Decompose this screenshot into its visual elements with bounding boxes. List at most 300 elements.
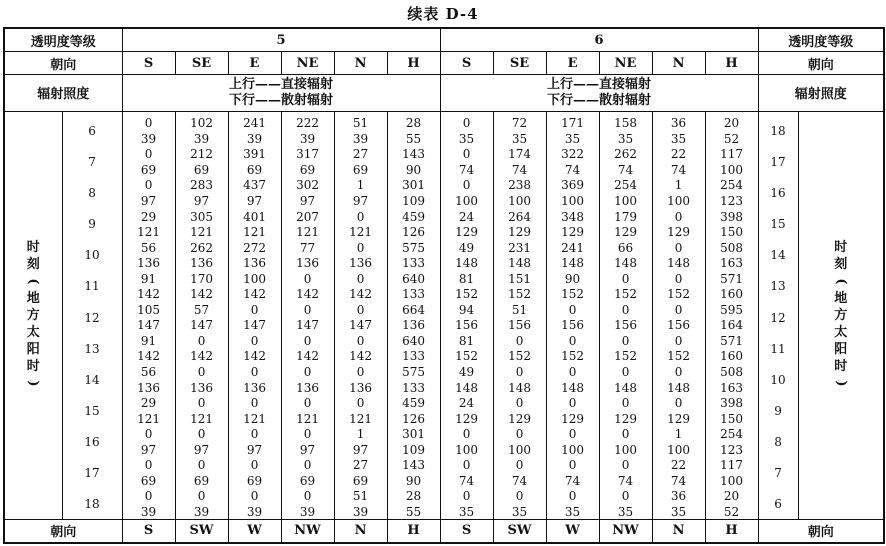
data-value: 126 [402,411,425,426]
hour-label: 13 [84,341,100,356]
data-value: 0 [515,396,524,411]
data-value: 0 [674,333,683,348]
time-label-char: 时 [834,358,848,374]
data-value: 35 [564,131,581,146]
data-value: 0 [250,489,259,504]
caption-diffuse: 下行——散射辐射 [229,92,334,108]
hour-label: 15 [770,217,786,232]
data-value: 391 [243,147,266,162]
time-label-char: 太 [834,324,848,340]
data-value: 74 [670,162,687,177]
data-value: 317 [296,147,319,162]
hour-label: 10 [770,372,786,387]
data-value: 36 [670,116,687,131]
data-value: 0 [356,240,365,255]
data-value: 156 [667,318,690,333]
data-value: 170 [190,271,213,286]
data-value: 0 [462,489,471,504]
clarity-label-left: 透明度等级 [4,28,122,52]
data-value: 136 [190,380,213,395]
hour-label: 17 [84,466,100,481]
data-value: 121 [190,411,213,426]
data-value: 129 [614,225,637,240]
data-value: 0 [356,365,365,379]
hours-left [62,111,122,519]
data-value: 156 [508,318,531,333]
data-value: 0 [621,396,630,411]
data-value: 0 [515,458,524,473]
hour-label: 17 [770,155,786,170]
data-value: 398 [720,396,743,411]
data-value: 69 [246,162,263,177]
data-value: 136 [243,256,266,271]
data-value: 129 [614,411,637,426]
data-value: 142 [243,287,266,302]
data-value: 24 [458,209,475,224]
orient-top-cell: SE [493,52,546,75]
data-value: 52 [723,504,740,519]
time-label-char: 时 [26,239,40,255]
hour-label: 9 [88,217,96,232]
data-column [122,111,175,519]
data-value: 0 [303,427,312,442]
hour-label: 8 [88,186,96,201]
data-value: 100 [667,442,690,457]
data-value: 147 [137,318,160,333]
data-value: 129 [508,411,531,426]
data-value: 459 [402,209,425,224]
data-value: 0 [515,427,524,442]
data-value: 91 [140,271,157,286]
data-value: 74 [564,473,581,488]
data-value: 1 [356,178,365,193]
data-value: 0 [197,333,206,348]
data-value: 0 [621,271,630,286]
data-value: 160 [720,349,743,364]
data-value: 69 [193,162,210,177]
data-value: 0 [515,365,524,379]
data-value: 0 [621,333,630,348]
radiation-label-left: 辐射照度 [4,75,122,111]
data-value: 35 [511,131,528,146]
data-value: 152 [508,287,531,302]
data-value: 105 [137,302,160,317]
data-value: 39 [193,504,210,519]
data-value: 0 [621,458,630,473]
hours-right [758,111,798,519]
data-value: 0 [621,427,630,442]
data-value: 69 [193,473,210,488]
data-value: 238 [508,178,531,193]
data-value: 262 [190,240,213,255]
data-value: 0 [144,147,153,162]
data-value: 97 [193,193,210,208]
hour-label: 7 [774,466,782,481]
data-value: 100 [455,442,478,457]
hour-label: 8 [774,434,782,449]
hour-label: 11 [770,341,786,356]
data-value: 163 [720,380,743,395]
data-value: 0 [568,458,577,473]
data-value: 0 [568,396,577,411]
data-value: 142 [137,349,160,364]
data-value: 121 [243,225,266,240]
data-value: 90 [564,271,581,286]
data-value: 0 [144,178,153,193]
data-value: 0 [197,396,206,411]
data-value: 254 [720,427,743,442]
data-value: 29 [140,209,157,224]
hour-label: 10 [84,248,100,263]
data-value: 55 [405,131,422,146]
data-value: 459 [402,396,425,411]
data-value: 150 [720,411,743,426]
data-value: 81 [458,271,475,286]
time-label-char: ( [25,278,41,285]
data-value: 100 [720,162,743,177]
data-value: 0 [197,458,206,473]
data-value: 254 [720,178,743,193]
data-value: 158 [614,116,637,131]
data-value: 121 [137,225,160,240]
data-column [228,111,281,519]
data-value: 35 [670,131,687,146]
data-value: 117 [720,147,743,162]
data-value: 35 [511,504,528,519]
data-value: 39 [246,504,263,519]
orient-top-cell: N [334,52,387,75]
data-value: 69 [352,473,369,488]
data-value: 207 [296,209,319,224]
data-value: 152 [508,349,531,364]
data-column [705,111,758,519]
data-value: 0 [568,365,577,379]
data-value: 152 [667,287,690,302]
hour-label: 16 [84,434,100,449]
data-value: 100 [508,193,531,208]
data-value: 91 [140,333,157,348]
orient-top-cell: NE [599,52,652,75]
hour-label: 18 [770,123,786,138]
data-value: 24 [458,396,475,411]
data-value: 148 [667,256,690,271]
data-value: 0 [197,365,206,379]
data-value: 142 [296,349,319,364]
data-value: 0 [144,489,153,504]
data-value: 121 [243,411,266,426]
data-value: 179 [614,209,637,224]
data-value: 0 [303,271,312,286]
data-value: 39 [352,131,369,146]
caption-diffuse: 下行——散射辐射 [547,92,652,108]
data-value: 152 [455,287,478,302]
orient-bottom-cell: W [546,519,599,543]
data-value: 121 [190,225,213,240]
data-value: 241 [561,240,584,255]
data-column [175,111,228,519]
time-label-char: 太 [26,324,40,340]
data-value: 136 [296,380,319,395]
data-value: 74 [511,162,528,177]
data-value: 109 [402,193,425,208]
data-value: 100 [508,442,531,457]
data-value: 0 [303,489,312,504]
data-value: 57 [193,302,210,317]
data-value: 147 [349,318,372,333]
data-value: 301 [402,427,425,442]
data-value: 231 [508,240,531,255]
data-value: 20 [723,116,740,131]
orient-label-left-bottom: 朝向 [4,519,122,543]
data-column [387,111,440,519]
data-value: 136 [137,256,160,271]
data-value: 35 [670,504,687,519]
data-value: 39 [193,131,210,146]
orient-top-cell: N [652,52,705,75]
data-value: 129 [508,225,531,240]
data-value: 136 [137,380,160,395]
data-value: 0 [356,271,365,286]
data-value: 302 [296,178,319,193]
data-value: 575 [402,240,425,255]
data-value: 102 [190,116,213,131]
data-value: 100 [667,193,690,208]
data-value: 0 [197,489,206,504]
data-column [546,111,599,519]
data-value: 66 [617,240,634,255]
data-value: 152 [614,349,637,364]
orient-bottom-cell: SW [493,519,546,543]
data-value: 133 [402,380,425,395]
time-label-right [798,111,884,519]
data-value: 39 [299,504,316,519]
data-value: 0 [621,489,630,504]
hour-label: 14 [84,372,100,387]
data-value: 129 [455,225,478,240]
data-value: 51 [352,116,369,131]
data-value: 571 [720,333,743,348]
orient-top-cell: H [705,52,758,75]
orient-top-cell: SE [175,52,228,75]
data-value: 129 [667,225,690,240]
time-label-char: 地 [26,290,40,306]
data-value: 97 [246,442,263,457]
data-value: 136 [402,318,425,333]
data-value: 160 [720,287,743,302]
data-value: 0 [568,333,577,348]
data-value: 97 [246,193,263,208]
grade-5-header: 5 [122,28,440,52]
data-value: 164 [720,318,743,333]
hour-label: 12 [84,310,100,325]
data-value: 90 [405,162,422,177]
data-value: 74 [458,473,475,488]
data-value: 322 [561,147,584,162]
data-value: 51 [511,302,528,317]
data-value: 56 [140,365,157,379]
data-value: 74 [511,473,528,488]
data-value: 69 [299,473,316,488]
data-value: 143 [402,147,425,162]
data-value: 142 [349,287,372,302]
data-value: 254 [614,178,637,193]
data-value: 152 [561,287,584,302]
orient-bottom-cell: NW [281,519,334,543]
data-value: 0 [250,458,259,473]
orient-bottom-cell: S [440,519,493,543]
data-value: 35 [617,131,634,146]
data-value: 77 [299,240,316,255]
orient-top-cell: S [122,52,175,75]
data-value: 29 [140,396,157,411]
data-value: 28 [405,116,422,131]
data-value: 123 [720,193,743,208]
data-value: 369 [561,178,584,193]
data-value: 123 [720,442,743,457]
data-value: 152 [561,349,584,364]
data-value: 133 [402,256,425,271]
data-value: 0 [462,116,471,131]
data-value: 148 [667,380,690,395]
data-value: 51 [352,489,369,504]
data-value: 27 [352,147,369,162]
time-label-char: 刻 [26,256,40,272]
data-value: 148 [614,256,637,271]
data-value: 0 [674,365,683,379]
data-value: 133 [402,349,425,364]
data-value: 69 [246,473,263,488]
data-value: 151 [508,271,531,286]
hour-label: 14 [770,248,786,263]
data-column [652,111,705,519]
orient-top-cell: H [387,52,440,75]
data-value: 0 [250,333,259,348]
data-value: 156 [455,318,478,333]
data-value: 74 [564,162,581,177]
data-value: 90 [405,473,422,488]
data-value: 39 [299,131,316,146]
data-value: 49 [458,240,475,255]
data-value: 398 [720,209,743,224]
data-value: 35 [617,504,634,519]
data-value: 640 [402,271,425,286]
data-value: 0 [515,333,524,348]
data-value: 508 [720,240,743,255]
data-value: 20 [723,489,740,504]
time-label-left [4,111,62,519]
data-value: 575 [402,365,425,379]
data-value: 36 [670,489,687,504]
data-value: 283 [190,178,213,193]
time-label-char: 方 [26,307,40,323]
data-value: 305 [190,209,213,224]
hour-label: 6 [774,497,782,512]
data-value: 28 [405,489,422,504]
data-value: 262 [614,147,637,162]
table-title: 续表 D-4 [407,5,479,23]
data-value: 35 [458,504,475,519]
orient-top-cell: E [546,52,599,75]
time-label [5,112,62,519]
hour-label: 16 [770,186,786,201]
time-label-char: ) [833,380,849,387]
hour-label: 18 [84,497,100,512]
data-value: 121 [137,411,160,426]
data-value: 142 [137,287,160,302]
data-value: 0 [250,396,259,411]
data-value: 222 [296,116,319,131]
data-value: 148 [508,380,531,395]
data-value: 0 [674,271,683,286]
orient-bottom-cell: H [387,519,440,543]
data-value: 212 [190,147,213,162]
data-value: 136 [349,256,372,271]
data-value: 136 [190,256,213,271]
data-value: 147 [190,318,213,333]
data-value: 0 [674,209,683,224]
data-value: 97 [140,442,157,457]
data-value: 152 [455,349,478,364]
data-value: 121 [349,225,372,240]
data-value: 0 [462,427,471,442]
data-value: 97 [352,193,369,208]
data-value: 0 [356,333,365,348]
caption-direct: 上行——直接辐射 [547,76,652,92]
data-value: 100 [720,473,743,488]
data-value: 0 [250,427,259,442]
data-value: 0 [303,458,312,473]
data-value: 69 [140,162,157,177]
data-value: 0 [568,427,577,442]
data-value: 136 [349,380,372,395]
data-value: 0 [303,302,312,317]
data-value: 39 [140,504,157,519]
data-value: 97 [352,442,369,457]
data-value: 0 [568,489,577,504]
data-value: 0 [144,427,153,442]
data-value: 39 [246,131,263,146]
data-value: 437 [243,178,266,193]
hour-label: 11 [84,279,100,294]
data-value: 401 [243,209,266,224]
time-label-char: ( [833,278,849,285]
data-value: 142 [296,287,319,302]
data-value: 241 [243,116,266,131]
time-label [799,112,884,519]
caption-direct: 上行——直接辐射 [229,76,334,92]
data-value: 133 [402,287,425,302]
time-label-char: 时 [26,358,40,374]
hour-label: 12 [770,310,786,325]
data-value: 97 [299,193,316,208]
orient-top-cell: NE [281,52,334,75]
clarity-label-right: 透明度等级 [758,28,884,52]
hour-label: 9 [774,403,782,418]
data-column [281,111,334,519]
data-value: 94 [458,302,475,317]
data-value: 0 [674,396,683,411]
data-value: 595 [720,302,743,317]
data-value: 0 [144,458,153,473]
data-value: 142 [349,349,372,364]
caption-grade-5 [122,75,440,111]
data-value: 49 [458,365,475,379]
time-label-char: 刻 [834,256,848,272]
time-label-char: 阳 [26,341,40,357]
orient-bottom-cell: NW [599,519,652,543]
data-value: 148 [508,256,531,271]
data-value: 0 [462,178,471,193]
